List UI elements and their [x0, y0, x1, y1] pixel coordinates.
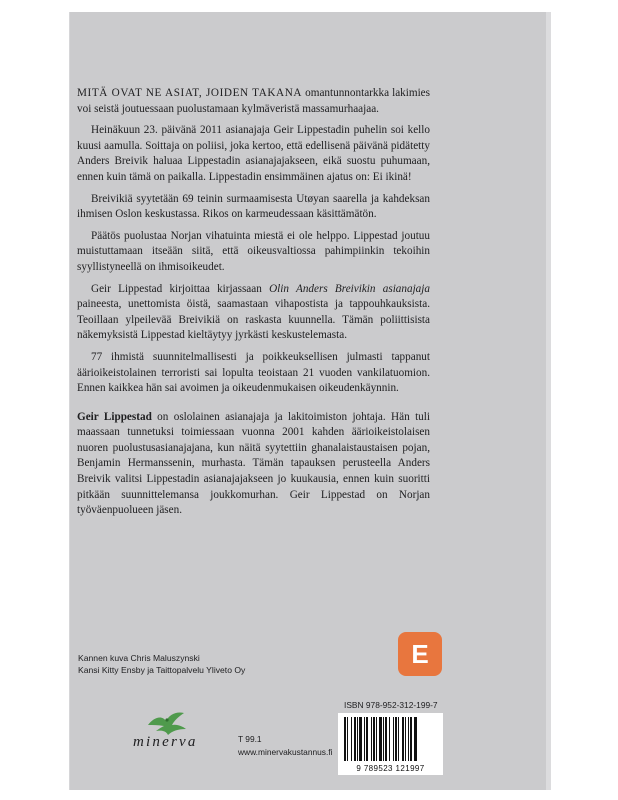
- cover-credits: [78, 652, 245, 677]
- blurb-paragraph-1: [77, 86, 430, 117]
- book-spine-edge: [546, 12, 551, 790]
- barcode: [338, 713, 443, 775]
- blurb-paragraph-6: 77 ihmistä suunnitelmallisesti ja poikkeuksellisen julmasti tappanut äärioikeistolainen terroristi sai lopulta teoistaan 21 vuoden vankilatuomion. Ennen kaikkea hän sai avoimen ja oikeudenmukaisen oikeudenkäynnin.: [77, 350, 430, 395]
- blurb-paragraph-3: Breivikiä syytetään 69 teinin surmaamisesta Utøyan saarella ja kahdeksan ihmisen Oslon keskustassa. Rikos on karmeudessaan käsittämätön.: [77, 192, 430, 221]
- author-name: Geir Lippestad: [77, 410, 152, 423]
- publisher-url[interactable]: www.minervakustannus.fi: [238, 747, 333, 757]
- isbn-label: ISBN 978-952-312-199-7: [344, 700, 438, 710]
- barcode-bars: [344, 717, 437, 761]
- blurb-paragraph-4: Päätös puolustaa Norjan vihatuinta miestä ei ole helppo. Lippestad joutuu muistuttamaan itseään siitä, että oikeusvaltiossa pahimpiinkin tekoihin syyllistyneellä on ihmisoikeudet.: [77, 229, 430, 273]
- blurb-lead-caps: MITÄ OVAT NE ASIAT, JOIDEN TAKANA: [77, 87, 303, 99]
- ebook-badge: E: [398, 632, 442, 676]
- blurb-p5-start: Geir Lippestad kirjoittaa kirjassaan: [91, 282, 270, 295]
- book-title-italic: Olin Anders Breivikin asianajaja: [269, 282, 430, 295]
- price-code: T 99.1: [238, 734, 262, 744]
- blurb-text: [77, 86, 430, 525]
- cover-design-credit: Kansi Kitty Ensby ja Taittopalvelu Yliveto Oy: [78, 665, 246, 676]
- author-bio-text: on oslolainen asianajaja ja lakitoimiston johtaja. Hän tuli maassaan tunnetuksi toimiessaan vuonna 2001 kahden äärioikeistolaisen nuoren puolustusasianajajana, kun näitä syytettiin ghanalaistaustaisen pojan, Benjamin Hermanssenin, murhasta. Tämän tapauksen perusteella Anders Breivik valitsi Lippestadin asianajajakseen jo kuukausia, ennen kuin suoritti pitkään suunnittelemansa joukkomurhan. Geir Lippestad on Norjan työväenpuolueen jäsen.: [77, 410, 430, 517]
- blurb-lead-rest: omantunnontarkka lakimies voi seistä joutuessaan puolustamaan kylmäveristä massamurhaajaa.: [77, 87, 430, 115]
- cover-photo-credit: Kannen kuva Chris Maluszynski: [78, 653, 200, 663]
- barcode-number: 9 789523 121997: [356, 764, 425, 773]
- blurb-paragraph-5: [77, 282, 430, 344]
- publisher-name: minerva: [133, 734, 198, 750]
- author-bio: [77, 410, 430, 519]
- blurb-paragraph-2: Heinäkuun 23. päivänä 2011 asianajaja Geir Lippestadin puhelin soi kello kuusi aamulla. Soittaja on poliisi, joka kertoo, että edellisenä päivänä pidätetty Anders Breivik haluaa Lippestadin asianajajakseen, eikä suostu puhumaan, ennen kuin tämä on paikalla. Lippestadin ensimmäinen ajatus on: Ei ikinä!: [77, 124, 430, 183]
- blurb-p5-end: paineesta, unettomista öistä, saamastaan vihapostista ja tappouhkauksista. Teoillaan ylpeilevää Breivikiä on raskasta kuunnella. Tämän poliittisista näkemyksistä Lippestad kieltäytyy jyrkästi keskustelemasta.: [77, 298, 430, 342]
